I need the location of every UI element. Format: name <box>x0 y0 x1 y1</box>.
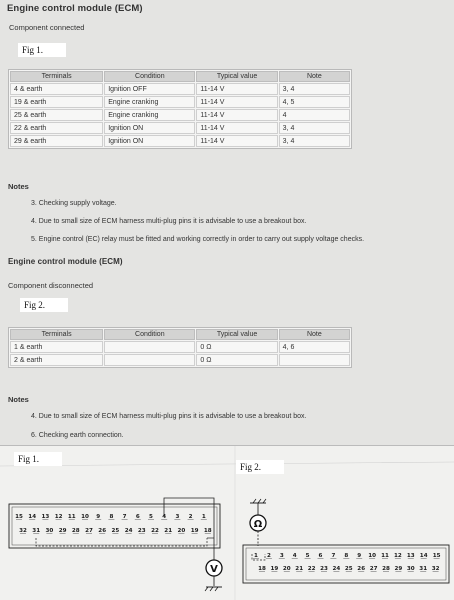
connector1-inner <box>12 507 217 545</box>
cell-condition: Engine cranking <box>104 109 195 121</box>
table-row <box>10 135 350 147</box>
cell-note: 3, 4 <box>279 122 350 134</box>
connector-pin-label: 19 <box>270 566 279 572</box>
table-row <box>10 83 350 95</box>
cell-note <box>279 354 350 366</box>
connector-pin-label: 25 <box>111 528 120 534</box>
connector-pin-label: 31 <box>32 528 41 534</box>
connector-pin-label: 11 <box>67 514 76 520</box>
connector-pin-label: 30 <box>406 566 415 572</box>
cell-terminals: 4 & earth <box>10 83 103 95</box>
connector2-body <box>243 545 449 583</box>
connector-pin-label: 18 <box>258 566 266 572</box>
wiring-diagram-panel <box>0 445 454 600</box>
table-row <box>10 109 350 121</box>
connector-pin-label: 24 <box>124 528 133 534</box>
table-row <box>10 341 350 353</box>
connector-pin-label: 1 <box>254 553 258 559</box>
cell-typical-value: 11-14 V <box>196 109 277 121</box>
cell-note: 4 <box>279 109 350 121</box>
connector-pin-label: 22 <box>307 566 316 572</box>
connector-pin-label: 21 <box>295 566 304 572</box>
connector-pin-label: 3 <box>175 514 180 520</box>
section1-subtitle: Component connected <box>9 23 85 32</box>
table-row <box>10 354 350 366</box>
col-note: Note <box>279 329 350 340</box>
connector-pin-label: 19 <box>190 528 199 534</box>
connector-pin-label: 15 <box>15 514 23 520</box>
earth-hatch <box>215 587 218 591</box>
cell-typical-value: 0 Ω <box>196 354 277 366</box>
connector-pin-label: 25 <box>344 566 353 572</box>
table-row <box>10 96 350 108</box>
cell-note: 4, 5 <box>279 96 350 108</box>
cell-condition: Ignition ON <box>104 135 195 147</box>
cell-terminals: 29 & earth <box>10 135 103 147</box>
cell-terminals: 22 & earth <box>10 122 103 134</box>
connector-fig1 <box>9 498 222 591</box>
connector-pin-label: 7 <box>122 514 127 520</box>
cell-typical-value: 11-14 V <box>196 135 277 147</box>
connector-pin-label: 9 <box>96 514 101 520</box>
connector-pin-label: 10 <box>368 553 376 559</box>
cell-note: 3, 4 <box>279 83 350 95</box>
section2-title: Engine control module (ECM) <box>8 257 123 266</box>
fig2-diagram-label: Fig 2. <box>236 460 284 474</box>
col-condition: Condition <box>104 329 195 340</box>
connector-pin-label: 23 <box>320 566 328 572</box>
cell-condition: Engine cranking <box>104 96 195 108</box>
earth-hatch <box>263 499 266 503</box>
col-condition: Condition <box>104 71 195 82</box>
connector-pin-label: 12 <box>394 553 402 559</box>
col-typical-value: Typical value <box>196 329 277 340</box>
notes2-title: Notes <box>8 395 29 404</box>
connector-fig2 <box>243 499 449 583</box>
connector-pin-label: 23 <box>137 528 146 534</box>
cell-terminals: 1 & earth <box>10 341 103 353</box>
connector-pin-label: 13 <box>41 514 50 520</box>
fig2-label: Fig 2. <box>20 298 68 312</box>
table-row <box>10 122 350 134</box>
fig1-label: Fig 1. <box>18 43 66 57</box>
connector-pin-label: 32 <box>431 566 440 572</box>
cell-condition <box>104 354 195 366</box>
connector-pin-label: 5 <box>149 514 153 520</box>
connector-pin-label: 30 <box>45 528 54 534</box>
cell-typical-value: 11-14 V <box>196 122 277 134</box>
connector-pin-label: 18 <box>203 528 212 534</box>
connector-pin-label: 7 <box>331 553 336 559</box>
connector1-body <box>9 504 220 548</box>
connector-pin-label: 20 <box>282 566 291 572</box>
connector-pin-label: 32 <box>19 528 27 534</box>
col-terminals: Terminals <box>10 329 103 340</box>
connector-pin-label: 26 <box>357 566 366 572</box>
connector-pin-label: 27 <box>369 566 378 572</box>
cell-note: 4, 6 <box>279 341 350 353</box>
connector-pin-label: 27 <box>85 528 93 534</box>
fig1-diagram-label: Fig 1. <box>14 452 62 466</box>
cell-condition: Ignition ON <box>104 122 195 134</box>
connector-pin-label: 13 <box>406 553 415 559</box>
section1-title: Engine control module (ECM) <box>7 3 143 14</box>
cell-note: 3, 4 <box>279 135 350 147</box>
table-header-row <box>10 71 350 82</box>
connector-pin-label: 14 <box>419 553 428 559</box>
connector-pin-label: 2 <box>188 514 193 520</box>
connector-pin-label: 28 <box>382 566 390 572</box>
table-header-row <box>10 329 350 340</box>
connector-pin-label: 29 <box>58 528 67 534</box>
connector-pin-label: 14 <box>28 514 37 520</box>
note-4b: 4. Due to small size of ECM harness multi-plug pins it is advisable to use a breakout box. <box>31 413 307 420</box>
note-6: 6. Checking earth connection. <box>31 432 124 439</box>
paper-crease <box>0 462 454 466</box>
section2-subtitle: Component disconnected <box>8 281 94 290</box>
connector-pin-label: 21 <box>164 528 173 534</box>
connector-pin-label: 22 <box>151 528 159 534</box>
connector-pin-label: 15 <box>432 553 441 559</box>
ohmmeter-symbol: Ω <box>253 519 263 530</box>
connector-pin-label: 8 <box>344 553 349 559</box>
connector-pin-label: 4 <box>162 514 167 520</box>
note-5: 5. Engine control (EC) relay must be fitted and working correctly in order to carry out supply voltage checks. <box>31 236 365 243</box>
connector-pin-label: 4 <box>292 553 297 559</box>
connector-pin-label: 29 <box>394 566 403 572</box>
connector-pin-label: 31 <box>419 566 428 572</box>
connector-pin-label: 3 <box>279 553 284 559</box>
connector-pin-label: 10 <box>81 514 89 520</box>
cell-typical-value: 11-14 V <box>196 96 277 108</box>
connector-pin-label: 6 <box>135 514 140 520</box>
earth-hatch <box>205 587 208 591</box>
voltmeter-symbol: V <box>210 564 218 575</box>
earth-hatch <box>253 499 256 503</box>
cell-condition: Ignition OFF <box>104 83 195 95</box>
col-typical-value: Typical value <box>196 71 277 82</box>
earth-hatch <box>258 499 261 503</box>
cell-terminals: 25 & earth <box>10 109 103 121</box>
connector-pin-label: 20 <box>177 528 186 534</box>
connector-pin-label: 5 <box>305 553 310 559</box>
connector-pin-label: 12 <box>54 514 63 520</box>
cell-typical-value: 0 Ω <box>196 341 277 353</box>
connector-pin-label: 11 <box>381 553 389 559</box>
cell-condition <box>104 341 195 353</box>
connector-pin-label: 24 <box>332 566 341 572</box>
connector-pin-label: 26 <box>98 528 107 534</box>
spec-table-disconnected <box>8 327 352 368</box>
note-4: 4. Due to small size of ECM harness multi-plug pins it is advisable to use a breakout box. <box>31 218 307 225</box>
notes1-title: Notes <box>8 182 29 191</box>
connector-pin-label: 6 <box>318 553 323 559</box>
connector-pin-label: 8 <box>109 514 114 520</box>
wiring-diagrams-svg <box>0 446 454 600</box>
connector-pin-label: 1 <box>201 514 206 520</box>
connector-pin-label: 28 <box>71 528 80 534</box>
cell-terminals: 19 & earth <box>10 96 103 108</box>
cell-typical-value: 11-14 V <box>196 83 277 95</box>
note-3: 3. Checking supply voltage. <box>31 200 117 207</box>
spec-table-connected <box>8 69 352 149</box>
earth-hatch <box>210 587 213 591</box>
col-terminals: Terminals <box>10 71 103 82</box>
connector-pin-label: 2 <box>266 553 271 559</box>
col-note: Note <box>279 71 350 82</box>
cell-terminals: 2 & earth <box>10 354 103 366</box>
connector-pin-label: 9 <box>357 553 362 559</box>
